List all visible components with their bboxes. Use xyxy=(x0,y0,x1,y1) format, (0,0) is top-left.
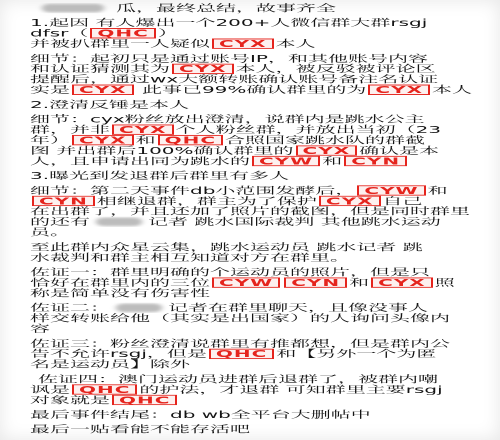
text-line xyxy=(30,196,480,206)
text-run: 相继退群，群主为了保护 xyxy=(96,195,317,207)
text-run: 实是 xyxy=(30,84,70,95)
text-run: 讽是 xyxy=(30,384,70,395)
text-line xyxy=(30,242,480,252)
highlighted-name-tag: CYX xyxy=(368,85,430,95)
text-run: 告不允许rsgj，但是 xyxy=(30,348,207,360)
section-heading xyxy=(30,18,480,28)
text-run: 图 并出群后100%确认群里的 xyxy=(30,145,294,156)
text-line xyxy=(30,359,480,369)
text-run: 和 xyxy=(427,185,448,196)
highlighted-name-tag: QHC xyxy=(72,384,137,394)
text-run: 和【另外一个为匿 xyxy=(276,348,437,360)
text-run: 本人 xyxy=(432,84,472,95)
closing-note xyxy=(30,424,480,434)
summary-paragraph xyxy=(30,242,480,263)
text-line xyxy=(30,384,480,394)
post-title xyxy=(30,3,480,13)
text-line xyxy=(30,74,480,84)
text-run: 至此群内众星云集，跳水运动员 跳水记者 跳 xyxy=(30,241,423,253)
text-run: 合照国家跳水队的群截 xyxy=(225,134,426,146)
evidence-paragraph-2 xyxy=(30,303,480,334)
text-line xyxy=(30,3,480,13)
highlighted-name-tag: QHC xyxy=(112,395,177,405)
text-run: 最后事件结尾：db wb全平台大删帖中 xyxy=(30,409,371,420)
text-run: 对象就是 xyxy=(30,394,110,406)
text-run: 恰好在群里内的三位 xyxy=(30,277,210,288)
section-heading xyxy=(30,99,480,109)
text-line xyxy=(30,349,480,359)
text-line xyxy=(30,124,480,134)
text-run: 年） xyxy=(30,134,70,146)
text-run: 在出群了，并且还加了照片的截图，但是同时群里 xyxy=(30,206,470,217)
highlighted-name-tag: CYX xyxy=(72,135,134,145)
text-run: 提醒后，通过wx大额转账确认账号备注名认证 xyxy=(30,74,439,85)
highlighted-name-tag: CYX xyxy=(319,196,381,206)
highlighted-name-tag: CYX xyxy=(112,124,174,134)
text-run: 2.澄清反锤是本人 xyxy=(30,99,190,110)
section-exposure xyxy=(30,171,480,181)
highlighted-name-tag: CYX xyxy=(72,85,134,95)
text-run: 本人，被反驳被评论区 xyxy=(235,63,436,75)
text-line xyxy=(30,303,480,313)
highlighted-name-tag: CYX xyxy=(296,145,358,155)
section-clarify xyxy=(30,99,480,109)
evidence-paragraph-1 xyxy=(30,267,480,298)
detail-paragraph-exposure xyxy=(30,185,480,237)
highlighted-name-tag: CYW xyxy=(357,185,425,195)
text-run: 记者 跳水国际裁判 其他跳水运动 xyxy=(148,216,441,228)
text-run: 3.曝光到发退群后群里有多人 xyxy=(30,170,290,181)
text-line xyxy=(30,323,480,333)
text-line xyxy=(30,277,480,287)
text-line xyxy=(30,267,480,277)
text-line xyxy=(30,64,480,74)
highlighted-name-tag: QHC xyxy=(209,349,274,359)
text-run: 和认证猜测其为 xyxy=(30,63,170,75)
text-run: 自己 xyxy=(382,195,423,207)
text-line xyxy=(30,424,480,434)
highlighted-name-tag: QHC xyxy=(90,28,155,38)
highlighted-name-tag: QHC xyxy=(158,135,223,145)
redacted-blur xyxy=(116,304,162,313)
highlighted-name-tag: CYX xyxy=(172,64,234,74)
text-run: 细节：起初只是通过账号IP，和其他账号内容 xyxy=(30,53,428,64)
text-line xyxy=(30,409,480,419)
detail-paragraph-clarify xyxy=(30,114,480,166)
text-run: 佐证二： xyxy=(30,302,110,314)
text-run: ） xyxy=(157,28,178,39)
text-run: 水裁判和群主相互知道对方在群里。 xyxy=(30,252,350,263)
text-run: 佐证三：粉丝澄清说群里有推都想，但是群内公 xyxy=(30,338,450,349)
text-run: 群，并非 xyxy=(30,124,110,135)
section-heading xyxy=(30,171,480,181)
text-run: 的护法，才退群 可知群里主要rsgj xyxy=(139,384,443,395)
text-run: 样交转账给他（其实是出国家）的人询问头像内 xyxy=(30,313,450,324)
text-line xyxy=(30,338,480,348)
highlighted-name-tag: CYN xyxy=(32,196,95,206)
text-line xyxy=(30,185,480,195)
highlighted-name-tag: CYW xyxy=(212,277,280,287)
text-run: dfsr（ xyxy=(30,28,89,39)
text-line xyxy=(30,217,480,227)
text-run: 的还有 xyxy=(30,216,90,228)
text-run: 员。 xyxy=(30,227,70,238)
text-line xyxy=(30,53,480,63)
text-line xyxy=(30,38,480,48)
text-run: 本人 xyxy=(275,38,316,49)
text-run: 最后一贴看能不能存活吧 xyxy=(30,424,250,435)
text-run: 名是运动员】除外 xyxy=(30,359,190,370)
text-run: 佐证四：澳门运动员进群后退群了，被群内嘲 xyxy=(38,373,438,385)
redacted-blur xyxy=(42,4,104,13)
text-run: 佐证一：群里明确的个运动员的照片，但是只 xyxy=(30,266,430,278)
title-text: 瓜，最终总结，故事齐全 xyxy=(116,2,336,14)
text-run: 记者在群里聊天，且像没事人 xyxy=(168,302,428,314)
text-run: 细节：第二天事件db小范围发酵后， xyxy=(30,185,356,196)
highlighted-name-tag: CYN xyxy=(344,156,407,166)
text-line xyxy=(30,288,480,298)
redacted-blur xyxy=(96,218,142,227)
text-line xyxy=(30,395,480,405)
text-line xyxy=(30,227,480,237)
highlighted-name-tag: CYW xyxy=(252,156,320,166)
text-line xyxy=(30,313,480,323)
highlighted-name-tag: CYX xyxy=(212,38,274,48)
post-text xyxy=(30,0,480,435)
text-line xyxy=(30,156,480,166)
text-run: 个人粉丝群，并放出当初（23 xyxy=(175,124,442,135)
text-run: 容 xyxy=(30,323,50,334)
detail-paragraph-origin xyxy=(30,53,480,95)
text-run: 和 xyxy=(322,155,343,167)
text-line xyxy=(30,206,480,216)
text-line xyxy=(30,114,480,124)
highlighted-name-tag: CYN xyxy=(284,277,347,287)
evidence-paragraph-3 xyxy=(30,338,480,369)
section-origin xyxy=(30,18,480,49)
text-run: 1.起因 有人爆出一个200+人微信群大群rsgj xyxy=(30,17,428,29)
text-line xyxy=(30,135,480,145)
text-run: 和 xyxy=(135,134,156,146)
text-run: 和 xyxy=(349,277,370,288)
text-run: 确认是本 xyxy=(359,145,440,156)
text-run: 此事已99%确认群里的为 xyxy=(135,84,367,95)
text-run: 细节：cyx粉丝放出澄清，说群内是跳水公主 xyxy=(30,114,425,125)
text-line xyxy=(30,252,480,262)
text-line xyxy=(30,374,480,384)
text-run: 人，且申请出同为跳水的 xyxy=(30,155,250,167)
text-run: 称是简单没有伤害性 xyxy=(30,287,210,299)
text-line xyxy=(30,28,480,38)
evidence-paragraph-4 xyxy=(30,374,480,405)
ending-note xyxy=(30,409,480,419)
text-run: 并被扒群里一人疑似 xyxy=(30,38,210,49)
text-line xyxy=(30,145,480,155)
text-run: 照 xyxy=(434,277,455,288)
highlighted-name-tag: CYX xyxy=(371,277,433,287)
text-line xyxy=(30,85,480,95)
